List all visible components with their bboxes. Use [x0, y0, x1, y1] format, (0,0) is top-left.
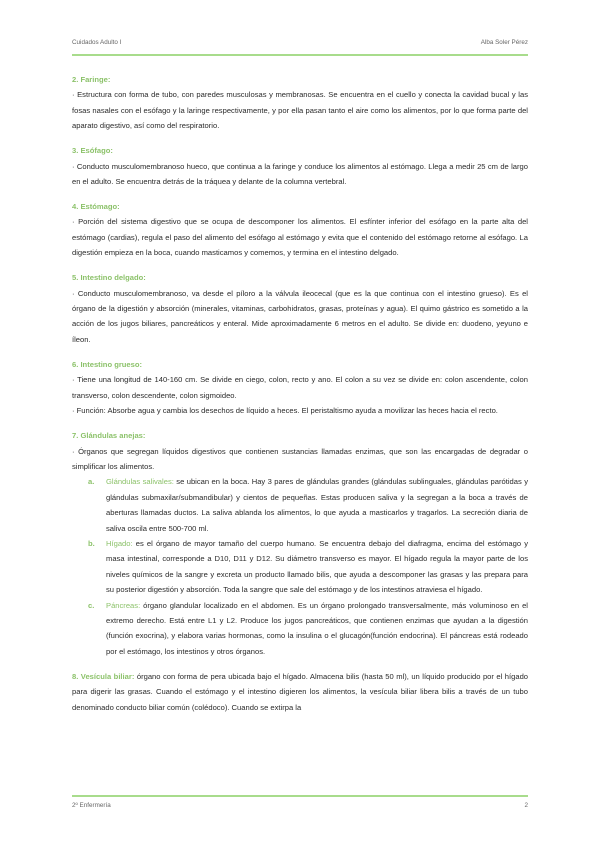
section-paragraph: · Órganos que segregan líquidos digestivos que contienen sustancias llamadas enzimas, que son las encargadas de degradar o simplificar los alimentos. — [72, 446, 528, 471]
section-intestino-grueso — [72, 357, 528, 419]
gland-description: es el órgano de mayor tamaño del cuerpo humano. Se encuentra debajo del diafragma, encima del estómago y masa intestinal, corresponde a D10, D11 y D12. Su diámetro transverso es mayor. El hígado regula la mayor parte de los niveles químicos de la sangre y excreta un producto llamado bilis, que ayuda a descomponer las grasas y las prepara para su posterior digestión y absorción. Toda la sangre que sale del estómago y de los intestinos atraviesa el hígado. — [106, 538, 528, 595]
section-vesicula-biliar — [72, 669, 528, 715]
footer-course-year: 2º Enfermería — [72, 802, 111, 809]
section-estomago — [72, 199, 528, 261]
gland-item — [88, 474, 528, 536]
section-glandulas-anejas — [72, 428, 528, 659]
section-paragraph: · Conducto musculomembranoso, va desde el píloro a la válvula ileocecal (que es la que continua con el intestino grueso). Es el órgano de la digestión y absorción (minerales, vitaminas, carbohidratos, grasas, proteínas y agua). El quimo gástrico es sometido a la acción de los jugos biliares, pancreáticos y enteral. Mide aproximadamente 6 metros en el adulto. Se divide en: duodeno, yeyuno e íleon. — [72, 288, 528, 344]
header-course: Cuidados Adulto I — [72, 39, 122, 46]
gland-term: Páncreas: — [106, 600, 141, 610]
gland-description: órgano glandular localizado en el abdomen. Es un órgano prolongado transversalmente, más voluminoso en el extremo derecho. Está entre L1 y L2. Produce los jugos pancreáticos, que contienen enzimas que ayudan a la digestión (función exocrina), y elabora varias hormonas, como la insulina o el glucagón(función endocrina). El páncreas está rodeado por el estómago, los intestinos y otros órganos. — [106, 600, 528, 656]
gland-description: se ubican en la boca. Hay 3 pares de glándulas grandes (glándulas sublinguales, glándulas parótidas y glándulas submaxilar/submandibular) y cientos de pequeñas. Estas producen saliva y la segregan a la boca a través de aberturas llamadas ductos. La saliva ablanda los alimentos, lo que ayuda a masticarlos y tragarlos. La secreción diaria de saliva oscila entre 500-700 ml. — [106, 477, 528, 533]
section-title: 3. Esófago: — [72, 146, 113, 156]
list-marker: a. — [88, 477, 95, 487]
section-paragraph: · Porción del sistema digestivo que se ocupa de descomponer los alimentos. El esfínter inferior del esófago en la parte alta del estómago (cardias), regula el paso del alimento del esófago al estómago y evita que el contenido del estómago retorne al esófago. La digestión empieza en la boca, cuando masticamos y comemos, y termina en el intestino delgado. — [72, 217, 528, 258]
section-paragraph: · Conducto musculomembranoso hueco, que continua a la faringe y conduce los alimentos al estómago. Llega a medir 25 cm de largo en el adulto. Se encuentra detrás de la tráquea y delante de la columna vertebral. — [72, 161, 528, 187]
section-title: 6. Intestino grueso: — [72, 359, 143, 369]
gland-item — [88, 536, 528, 598]
gland-item — [88, 598, 528, 660]
footer-rule — [72, 795, 528, 797]
section-paragraph: órgano con forma de pera ubicada bajo el hígado. Almacena bilis (hasta 50 ml), un líquido producido por el hígado para digerir las grasas. Cuando el estómago y el intestino digieren los alimentos, la vesícula biliar libera bilis a través de un tubo denominado conducto biliar común (colédoco). Cuando se extirpa la — [72, 671, 529, 712]
section-title: 7. Glándulas anejas: — [72, 431, 146, 441]
section-esofago — [72, 143, 528, 189]
section-paragraph: · Estructura con forma de tubo, con paredes musculosas y membranosas. Se encuentra en el cuello y conecta la cavidad bucal y las fosas nasales con el esófago y la laringe respectivamente, y por ella pasan tanto el aire como los alimentos, por lo que forma parte del aparato digestivo, así como del respiratorio. — [72, 90, 528, 131]
page-number: 2 — [524, 802, 528, 809]
header-rule — [72, 54, 528, 56]
section-title: 8. Vesícula biliar: — [72, 671, 135, 681]
section-paragraph: · Tiene una longitud de 140-160 cm. Se divide en ciego, colon, recto y ano. El colon a su vez se divide en: colon ascendente, colon transverso, colon descendente, colon sigmoideo. — [72, 375, 528, 400]
page-header — [72, 39, 528, 51]
section-faringe — [72, 72, 528, 134]
gland-term: Glándulas salivales: — [106, 477, 174, 487]
section-title: 4. Estómago: — [72, 202, 120, 212]
list-marker: c. — [88, 600, 95, 610]
section-title: 2. Faringe: — [72, 75, 111, 84]
section-paragraph: · Función: Absorbe agua y cambia los desechos de líquido a heces. El peristaltismo ayuda a movilizar las heces hacia el recto. — [72, 406, 498, 416]
document-body — [72, 72, 528, 725]
section-title: 5. Intestino delgado: — [72, 273, 146, 283]
gland-term: Hígado: — [106, 538, 133, 548]
list-marker: b. — [88, 538, 95, 548]
section-intestino-delgado — [72, 270, 528, 347]
header-author: Alba Soler Pérez — [480, 39, 528, 46]
